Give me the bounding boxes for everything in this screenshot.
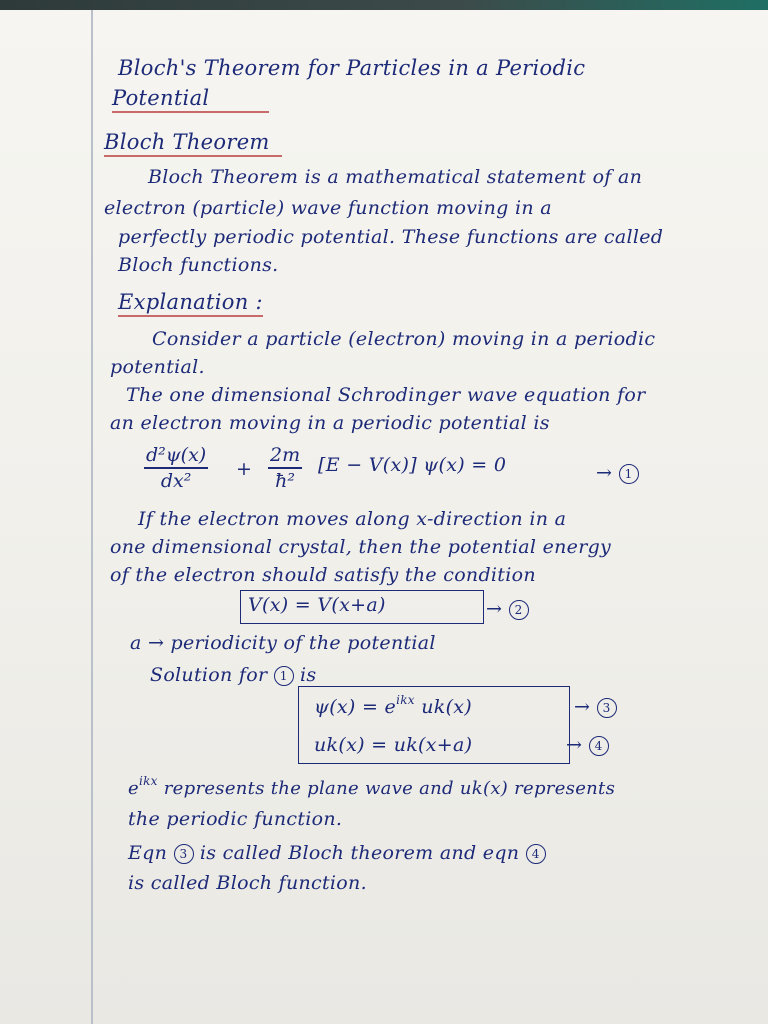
definition-line-1: Bloch Theorem is a mathematical statement of an	[148, 166, 643, 188]
conclusion-eqn-label: Eqn	[128, 842, 168, 864]
definition-line-4: Bloch functions.	[118, 254, 279, 276]
eq3-rhs: uk(x)	[421, 696, 473, 718]
solution-label-is: is	[300, 664, 317, 686]
equation-number-2: 2	[509, 600, 529, 620]
conclusion-line-2: the periodic function.	[128, 808, 343, 830]
equation-number-4: 4	[589, 736, 609, 756]
eq1-numerator-2: 2m	[270, 444, 301, 466]
conclusion-ref-4: 4	[526, 844, 546, 864]
eq1-plus: +	[236, 458, 253, 480]
conclusion-line-1-rest: represents the plane wave and uk(x) represents	[163, 778, 616, 799]
periodicity-note: a → periodicity of the potential	[130, 632, 436, 654]
conclusion-line-3	[128, 842, 546, 864]
eq3-exponent: ikx	[396, 693, 415, 707]
solution-label	[150, 664, 316, 686]
conclusion-line-3-text: is called Bloch theorem and eqn	[199, 842, 520, 864]
intro-line-2: potential.	[110, 356, 205, 378]
eq1-fraction-bar-1	[144, 467, 208, 469]
margin-line	[91, 10, 93, 1024]
eq2-text: V(x) = V(x+a)	[248, 594, 386, 616]
conclusion-ref-3: 3	[174, 844, 194, 864]
eq4-text: uk(x) = uk(x+a)	[314, 734, 473, 756]
conclusion-exponent: ikx	[138, 774, 158, 788]
eq1-arrow	[596, 462, 639, 484]
eq3-lhs: ψ(x) = e	[314, 696, 397, 718]
eq1-fraction-bar-2	[268, 467, 302, 469]
equation-number-3: 3	[597, 698, 617, 718]
eq4-arrow	[566, 734, 609, 756]
potential-line-2: one dimensional crystal, then the potential energy	[110, 536, 612, 558]
eq1-numerator-1: d²ψ(x)	[146, 444, 207, 466]
page-title-line-1: Bloch's Theorem for Particles in a Periodic	[118, 56, 586, 80]
eq1-fraction-d2psi	[144, 444, 208, 492]
arrow-icon: →	[596, 462, 613, 484]
arrow-icon: →	[574, 696, 591, 718]
potential-line-1: If the electron moves along x-direction in a	[138, 508, 567, 530]
equation-number-1: 1	[619, 464, 639, 484]
eq3-text	[314, 693, 473, 718]
arrow-icon: →	[486, 598, 503, 620]
eq1-rest: [E − V(x)] ψ(x) = 0	[318, 454, 507, 476]
definition-line-2: electron (particle) wave function moving in a	[104, 197, 552, 219]
definition-line-3: perfectly periodic potential. These functions are called	[118, 226, 664, 248]
intro-line-4: an electron moving in a periodic potential is	[110, 412, 550, 434]
conclusion-line-1	[128, 774, 616, 799]
eq1-fraction-2m	[268, 444, 302, 492]
arrow-icon: →	[566, 734, 583, 756]
solution-equation-ref: 1	[274, 666, 294, 686]
intro-line-1: Consider a particle (electron) moving in a periodic	[152, 328, 656, 350]
section-heading: Bloch Theorem	[104, 130, 282, 157]
eq2-arrow	[486, 598, 529, 620]
eq1-denominator-1: dx²	[160, 469, 192, 492]
explanation-heading: Explanation :	[118, 290, 263, 317]
eq3-arrow	[574, 696, 617, 718]
potential-line-3: of the electron should satisfy the condition	[110, 564, 536, 586]
conclusion-line-4: is called Bloch function.	[128, 872, 367, 894]
intro-line-3: The one dimensional Schrodinger wave equation for	[126, 384, 646, 406]
page-title-line-2: Potential	[112, 86, 269, 113]
solution-label-text: Solution for	[150, 664, 268, 686]
conclusion-e: e	[128, 778, 139, 799]
eq1-denominator-2: ħ²	[275, 469, 295, 492]
